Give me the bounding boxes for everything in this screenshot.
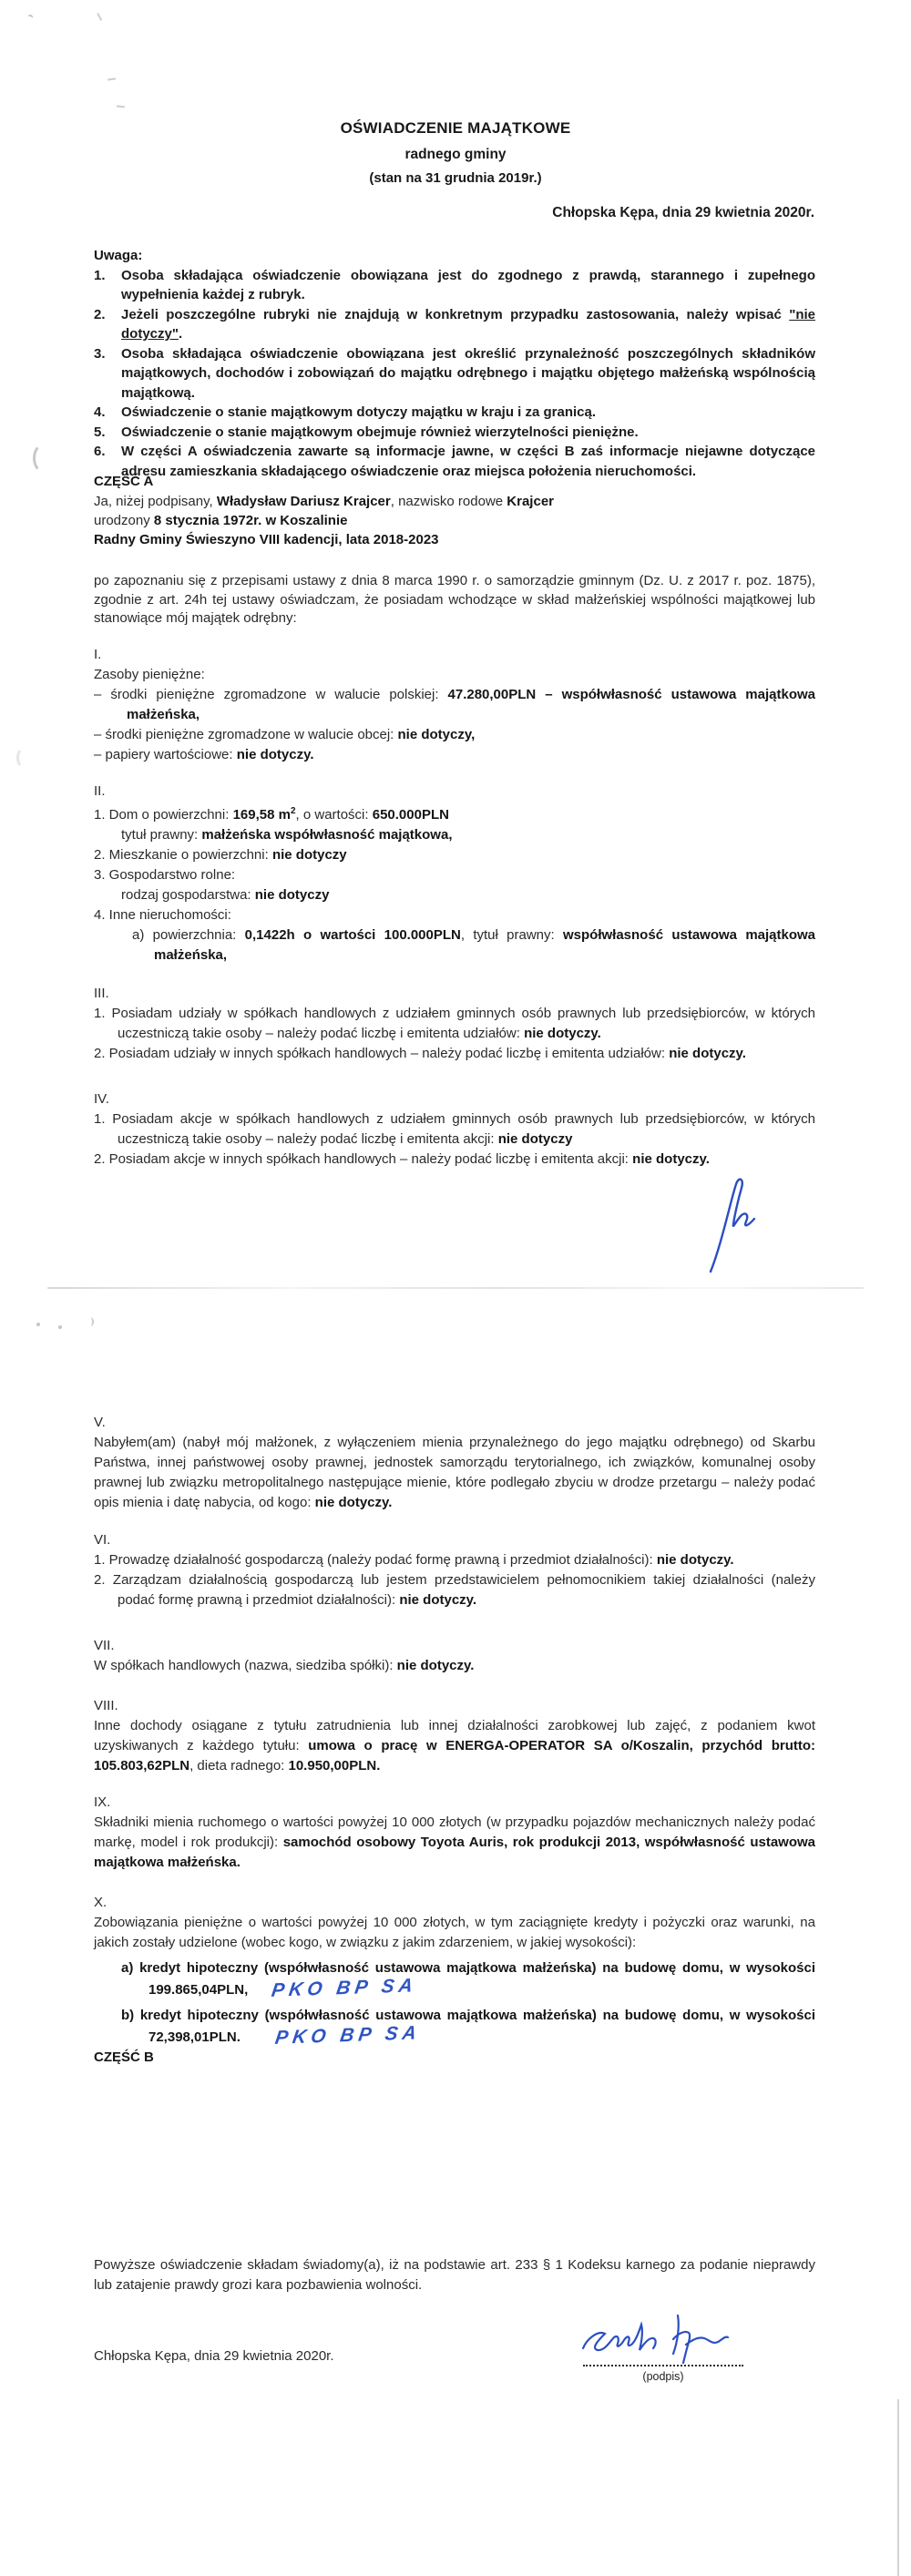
- declarant-line-2: [94, 511, 815, 530]
- stocks-item-1: [94, 1109, 815, 1150]
- loan-b-amount-row: [94, 2022, 815, 2049]
- section-vii: [94, 1636, 815, 1676]
- notes-heading: Uwaga:: [94, 248, 143, 263]
- item-text: 1. Posiadam akcje w spółkach handlowych z udziałem gminnych osób prawnych lub przedsiębiorców, w których uczestniczą takie osoby – należy podać liczbę i emitenta akcji:: [94, 1111, 815, 1147]
- note-text: .: [178, 326, 183, 342]
- section-i-title: Zasoby pieniężne:: [94, 667, 205, 682]
- item-text: Składniki mienia ruchomego o wartości powyżej 10 000 złotych (w przypadku pojazdów mechanicznych należy podać markę, model i rok produkcji):: [94, 1814, 815, 1850]
- row-label: – środki pieniężne zgromadzone w walucie obcej:: [94, 727, 398, 742]
- document-asof-date: (stan na 31 grudnia 2019r.): [369, 170, 542, 186]
- note-item-2: [94, 305, 815, 344]
- section-iv: [94, 1089, 815, 1170]
- business-item-2: [94, 1570, 815, 1610]
- born-label: urodzony: [94, 513, 154, 528]
- part-a-heading: CZĘŚĆ A: [94, 474, 154, 489]
- section-vi: [94, 1530, 815, 1610]
- item-text: 1. Prowadzę działalność gospodarczą (należy podać formę prawną i przedmiot działalności):: [94, 1552, 657, 1568]
- answer-value: 0,1422h o wartości 100.000PLN: [244, 927, 461, 943]
- note-number: 4.: [94, 404, 106, 420]
- note-text: Oświadczenie o stanie majątkowym obejmuje również wierzytelności pieniężne.: [121, 424, 639, 440]
- section-ix-heading: IX.: [94, 1794, 111, 1810]
- house-value: 650.000PLN: [372, 807, 449, 823]
- note-text: Osoba składająca oświadczenie obowiązana jest do zgodnego z prawdą, starannego i zupełnego wypełnienia każdej z rubryk.: [121, 267, 815, 302]
- answer-value: nie dotyczy.: [632, 1151, 710, 1167]
- part-b-heading: CZĘŚĆ B: [94, 2050, 154, 2065]
- note-text: Oświadczenie o stanie majątkowym dotyczy majątku w kraju i za granicą.: [121, 404, 597, 420]
- cash-row-pln: [94, 685, 815, 725]
- item-text: Nabyłem(am) (nabył mój małżonek, z wyłączeniem mienia przynależnego do jego majątku odrębnego) od Skarbu Państwa, innej państwowej osoby prawnej, jednostek samorządu terytorialnego, ich związków, komunalnej osoby prawnej lub związku metropolitalnego następujące mienie, które podlegało zbyciu w drodze przetargu – należy podać opis mienia i datę nabycia, od kogo:: [94, 1435, 815, 1510]
- item-text: W spółkach handlowych (nazwa, siedziba spółki):: [94, 1658, 397, 1673]
- part-b-heading-block: [94, 2048, 815, 2068]
- section-ix: [94, 1793, 815, 1873]
- other-real-estate-row: 4. Inne nieruchomości:: [94, 907, 231, 923]
- row-label: tytuł prawny:: [121, 827, 202, 843]
- section-ii-heading: II.: [94, 783, 106, 799]
- item-text: Inne dochody osiągane z tytułu zatrudnienia lub innej działalności zarobkowej lub zajęć, z podaniem kwot uzyskiwanych z każdego tytułu:: [94, 1718, 815, 1753]
- answer-value: nie dotyczy.: [524, 1026, 601, 1041]
- companies-row: [94, 1656, 815, 1676]
- note-item-5: [94, 423, 815, 443]
- legal-intro: po zapoznaniu się z przepisami ustawy z dnia 8 marca 1990 r. o samorządzie gminnym (Dz. U. z 2017 r. poz. 1875), zgodnie z art. 24h tej ustawy oświadczam, że posiadam wchodzące w skład małżeńskiej wspólności majątkowej lub stanowiące mój majątek odrębny:: [94, 573, 815, 626]
- answer-value: [233, 807, 296, 823]
- penal-statement: Powyższe oświadczenie składam świadomy(a), iż na podstawie art. 233 § 1 Kodeksu karnego za podanie nieprawdy lub zatajenie prawdy grozi kara pozbawienia wolności.: [94, 2257, 815, 2293]
- answer-value: nie dotyczy.: [236, 747, 314, 762]
- row-label: – środki pieniężne zgromadzone w walucie polskiej:: [94, 687, 448, 702]
- mandate-value: Radny Gminy Świeszyno VIII kadencji, lata 2018-2023: [94, 532, 439, 547]
- scan-artifact: [16, 747, 33, 769]
- item-text: 2. Posiadam akcje w innych spółkach handlowych – należy podać liczbę i emitenta akcji:: [94, 1151, 633, 1167]
- scan-artifact: [117, 106, 125, 108]
- shares-item-1: [94, 1004, 815, 1044]
- other-real-estate-detail: [94, 925, 815, 966]
- note-text: Jeżeli poszczególne rubryki nie znajdują w konkretnym przypadku zastosowania, należy wpisać: [121, 306, 790, 322]
- note-number: 3.: [94, 345, 106, 362]
- acquired-property-text: [94, 1433, 815, 1513]
- business-item-1: [94, 1550, 815, 1570]
- farm-row: 3. Gospodarstwo rolne:: [94, 867, 236, 883]
- scan-artifact: [87, 1317, 94, 1326]
- securities-row: [94, 745, 815, 765]
- scan-artifact: [107, 77, 116, 80]
- document-header: [0, 119, 911, 187]
- scan-edge-line: [897, 2399, 899, 2576]
- place-date-bottom: Chłopska Kępa, dnia 29 kwietnia 2020r.: [94, 2348, 334, 2364]
- house-title-row: [94, 825, 815, 845]
- section-i-heading: I.: [94, 647, 102, 662]
- scan-artifact: [33, 443, 56, 474]
- answer-value: nie dotyczy.: [396, 1658, 475, 1673]
- section-viii: [94, 1696, 815, 1776]
- shares-item-2: [94, 1044, 815, 1064]
- item-text: 2. Posiadam udziały w innych spółkach handlowych – należy podać liczbę i emitenta udziałów:: [94, 1046, 670, 1061]
- section-v: [94, 1413, 815, 1513]
- declarant-intro: Ja, niżej podpisany,: [94, 494, 217, 509]
- row-label: – papiery wartościowe:: [94, 747, 237, 762]
- part-a-heading-block: [94, 472, 815, 492]
- declarant-mandate: [94, 530, 815, 549]
- section-i: [94, 645, 815, 765]
- answer-value: 47.280,00PLN – współwłasność ustawowa majątkowa małżeńska,: [127, 687, 816, 722]
- house-row: [94, 802, 815, 825]
- place-date-top: Chłopska Kępa, dnia 29 kwietnia 2020r.: [552, 205, 814, 220]
- note-number: 5.: [94, 424, 106, 440]
- row-label: rodzaj gospodarstwa:: [121, 887, 255, 903]
- house-area: 169,58 m: [232, 807, 291, 823]
- row-label: a) powierzchnia:: [132, 927, 245, 943]
- document-title: OŚWIADCZENIE MAJĄTKOWE: [340, 119, 571, 137]
- loan-a-amount-row: [94, 1975, 815, 2001]
- signature-line: [583, 2356, 743, 2366]
- item-text: , dieta radnego:: [189, 1758, 289, 1774]
- declarant-family-name: Krajcer: [507, 494, 554, 509]
- answer-value: nie dotyczy,: [397, 727, 476, 742]
- note-number: 6.: [94, 444, 106, 459]
- income-allowance: 10.950,00PLN.: [288, 1758, 381, 1774]
- item-text: 2. Zarządzam działalnością gospodarczą lub jestem przedstawicielem pełnomocnikiem takiej działalności (należy podać formę prawną i przedmiot działalności):: [94, 1572, 815, 1608]
- section-iii-heading: III.: [94, 986, 109, 1001]
- document-subtitle: radnego gminy: [404, 147, 507, 162]
- income-text: [94, 1716, 815, 1776]
- section-x-heading: X.: [94, 1895, 107, 1910]
- nie-dotyczy-underlined: "nie dotyczy": [121, 306, 815, 342]
- handwritten-bank-name: PKO BP SA: [273, 2022, 423, 2049]
- scan-artifact: [26, 14, 34, 22]
- answer-value: nie dotyczy: [254, 887, 330, 903]
- answer-value: nie dotyczy: [271, 847, 347, 863]
- note-item-1: [94, 266, 815, 305]
- signature-caption: (podpis): [642, 2370, 684, 2383]
- footer-statement-block: [94, 2255, 815, 2295]
- note-item-4: [94, 403, 815, 423]
- row-label: 1. Dom o powierzchni:: [94, 807, 233, 823]
- farm-type-row: [94, 885, 815, 905]
- paraph-signature: [700, 1173, 773, 1278]
- section-vi-heading: VI.: [94, 1532, 111, 1548]
- liabilities-intro: Zobowiązania pieniężne o wartości powyżej 10 000 złotych, w tym zaciągnięte kredyty i pożyczki oraz warunki, na jakich zostały udzielone (wobec kogo, w związku z jakim zdarzeniem, w jakiej wysokości):: [94, 1915, 815, 1950]
- section-x: [94, 1893, 815, 2048]
- item-text: 1. Posiadam udziały w spółkach handlowych z udziałem gminnych osób prawnych lub przedsiębiorców, w których uczestniczą takie osoby – należy podać liczbę i emitenta udziałów:: [94, 1006, 815, 1041]
- movables-text: [94, 1813, 815, 1873]
- answer-value: małżeńska współwłasność majątkowa,: [201, 827, 453, 843]
- notes-section: [94, 246, 815, 481]
- declarant-line-1: [94, 492, 815, 511]
- declarant-mid: , nazwisko rodowe: [390, 494, 507, 509]
- loan-a-amount: 199.865,04PLN,: [148, 1982, 249, 1998]
- loan-b-text: b) kredyt hipoteczny (współwłasność ustawowa majątkowa małżeńska) na budowę domu, w wysokości: [121, 2008, 815, 2023]
- note-item-3: [94, 344, 815, 404]
- answer-value: nie dotyczy.: [399, 1592, 477, 1608]
- legal-intro-block: [94, 572, 815, 629]
- section-v-heading: V.: [94, 1415, 106, 1430]
- section-iii: [94, 984, 815, 1064]
- section-vii-heading: VII.: [94, 1638, 115, 1653]
- answer-value: nie dotyczy.: [656, 1552, 734, 1568]
- answer-value: współwłasność ustawowa majątkowa małżeńska,: [154, 927, 816, 963]
- page-break-shadow: [47, 1287, 864, 1289]
- row-label: , o wartości:: [295, 807, 373, 823]
- scan-artifact: [36, 1323, 40, 1326]
- declarant-name: Władysław Dariusz Krajcer: [216, 494, 391, 509]
- note-number: 2.: [94, 306, 106, 322]
- cash-row-foreign: [94, 725, 815, 745]
- section-viii-heading: VIII.: [94, 1698, 118, 1713]
- answer-value: nie dotyczy.: [669, 1046, 746, 1061]
- scan-artifact: [58, 1325, 62, 1329]
- note-text: Osoba składająca oświadczenie obowiązana jest określić przynależność poszczególnych składników majątkowych, dochodów i zobowiązań do majątku odrębnego i majątku objętego małżeńską wspólnością majątkową.: [121, 345, 815, 401]
- income-employment: umowa o pracę w ENERGA-OPERATOR SA o/Koszalin, przychód brutto: 105.803,62PLN: [94, 1738, 815, 1774]
- section-ii: [94, 782, 815, 966]
- apartment-row: [94, 845, 815, 865]
- loan-a-text: a) kredyt hipoteczny (współwłasność ustawowa majątkowa małżeńska) na budowę domu, w wysokości: [121, 1960, 815, 1976]
- answer-value: nie dotyczy.: [314, 1495, 393, 1510]
- answer-value: samochód osobowy Toyota Auris, rok produkcji 2013, współwłasność ustawowa majątkowa małżeńska.: [94, 1835, 815, 1870]
- stocks-item-2: [94, 1150, 815, 1170]
- declarant-block: [94, 492, 815, 549]
- handwritten-bank-name: PKO BP SA: [270, 1975, 419, 2001]
- row-label: 2. Mieszkanie o powierzchni:: [94, 847, 272, 863]
- loan-b-amount: 72,398,01PLN.: [148, 2029, 241, 2045]
- superscript-2: 2: [290, 806, 296, 816]
- note-text: W części A oświadczenia zawarte są informacje jawne, w części B zaś informacje niejawne dotyczące adresu zamieszkania składającego oświadczenie oraz miejsca położenia nieruchomości.: [121, 444, 815, 479]
- born-value: 8 stycznia 1972r. w Koszalinie: [153, 513, 348, 528]
- scan-artifact: [97, 11, 106, 21]
- answer-value: nie dotyczy: [497, 1131, 573, 1147]
- note-number: 1.: [94, 267, 106, 283]
- section-iv-heading: IV.: [94, 1091, 109, 1107]
- row-label: , tytuł prawny:: [460, 927, 563, 943]
